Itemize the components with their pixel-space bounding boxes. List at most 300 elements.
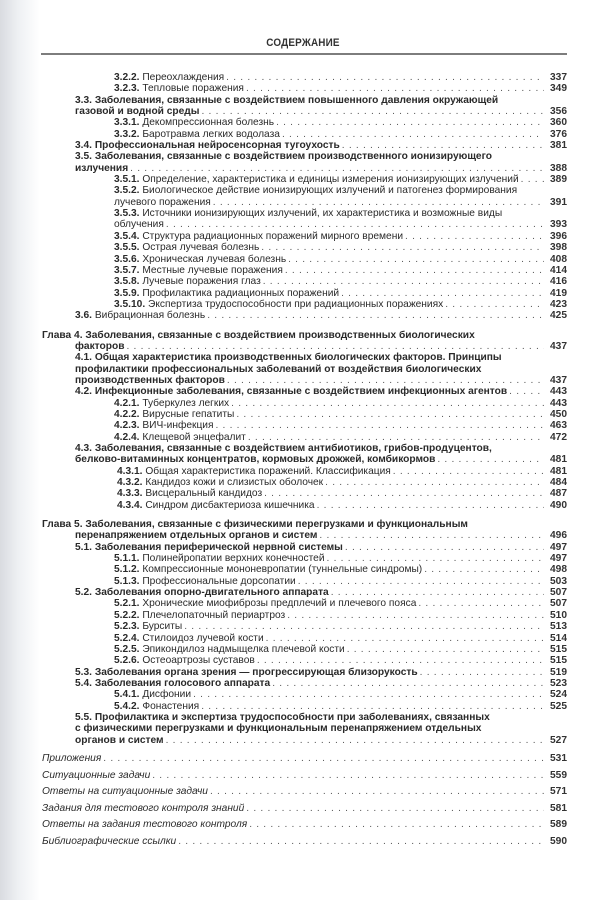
toc-entry[interactable]: [42, 587, 567, 598]
page-number: 510: [550, 609, 567, 621]
toc-entry-text: [75, 151, 492, 162]
toc-line: [75, 667, 567, 678]
toc-entry-text: [114, 231, 403, 242]
toc-entry-text: [114, 655, 255, 666]
dot-leader: [437, 454, 544, 465]
toc-entry-number: 5.1.2.: [114, 564, 143, 576]
toc-entry-title: Фонастения: [142, 700, 200, 712]
toc-entry-title: Определение, характеристика и единицы измерения ионизирующих излучений: [142, 174, 519, 186]
toc-line: [114, 610, 567, 621]
page-number: 589: [550, 819, 567, 831]
toc-entry[interactable]: [42, 678, 567, 689]
toc-entry[interactable]: [42, 129, 567, 140]
page-number: 391: [550, 196, 567, 208]
toc-line: [42, 801, 567, 818]
dot-leader: [342, 140, 544, 151]
toc-line: [114, 409, 567, 420]
toc-line: [114, 242, 567, 253]
toc-entry[interactable]: [42, 310, 567, 321]
toc-entry[interactable]: [42, 208, 567, 231]
dot-leader: [152, 768, 544, 785]
toc-entry-text: [114, 420, 214, 431]
toc-entry-title: Источники ионизирующих излучений, их характеристика и возможные виды: [142, 208, 503, 220]
toc-entry[interactable]: [42, 140, 567, 151]
toc-entry-number: 5.1.: [75, 541, 95, 553]
toc-entry-title: Структура радиационных поражений мирного времени: [142, 230, 404, 242]
toc-entry-text: [114, 242, 259, 253]
toc-entry[interactable]: [42, 352, 567, 386]
page-number: 463: [550, 420, 567, 432]
toc-entry[interactable]: [42, 386, 567, 397]
toc-entry[interactable]: [42, 701, 567, 712]
toc-entry-text: [75, 723, 481, 734]
toc-entry-number: 4.3.1.: [117, 465, 146, 477]
page-number: 389: [550, 174, 567, 186]
page-number: 503: [550, 575, 567, 587]
toc-entry-title: Лучевые поражения глаз: [142, 276, 261, 288]
toc-entry-text: [75, 106, 199, 117]
toc-entry-number: 3.5.6.: [114, 253, 143, 265]
toc-line: [114, 254, 567, 265]
toc-entry-number: Глава 5.: [42, 519, 86, 531]
toc-entry-text: [114, 185, 517, 196]
toc-entry[interactable]: [42, 689, 567, 700]
toc-line: [75, 364, 567, 375]
toc-entry-text: [114, 254, 286, 265]
toc-line: [114, 644, 567, 655]
toc-line: [114, 420, 567, 431]
toc-line: [75, 678, 567, 689]
toc-line: [75, 587, 567, 598]
page-title: СОДЕРЖАНИЕ: [266, 37, 340, 49]
page-number: 381: [550, 140, 567, 152]
toc-entry-number: 5.4.2.: [114, 700, 143, 712]
toc-line: [75, 163, 567, 174]
toc-entry[interactable]: [42, 488, 567, 499]
page-number: 393: [550, 219, 567, 231]
toc-entry-number: 4.3.3.: [117, 488, 146, 500]
toc-line: [114, 701, 567, 712]
toc-entry[interactable]: [42, 712, 567, 746]
toc-entry-title: Заболевания органа зрения — прогрессирующая близорукость: [94, 666, 418, 678]
dot-leader: [327, 553, 544, 564]
toc-back-matter-entry[interactable]: [42, 801, 567, 818]
page-number: 514: [550, 632, 567, 644]
dot-leader: [249, 817, 544, 834]
toc-entry-text: [114, 432, 246, 443]
dot-leader: [166, 735, 544, 746]
toc-entry-number: 3.5.5.: [114, 242, 143, 254]
dot-leader: [347, 644, 544, 655]
dot-leader: [405, 231, 544, 242]
toc-entry-number: 5.4.1.: [114, 689, 143, 701]
toc-line: [75, 95, 567, 106]
toc-line: [42, 530, 567, 541]
toc-entry-title: производственных факторов: [75, 374, 225, 386]
toc-line: [42, 834, 567, 851]
toc-entry-text: [114, 117, 274, 128]
toc-entry-title: Компрессионные мононевропатии (туннельные синдромы): [142, 564, 423, 576]
toc-entry-text: [114, 621, 182, 632]
toc-line: [114, 553, 567, 564]
toc-entry[interactable]: [42, 151, 567, 174]
toc-entry[interactable]: [42, 174, 567, 185]
toc-entry[interactable]: [42, 667, 567, 678]
toc-entry-text: [117, 477, 323, 488]
toc-entry[interactable]: [42, 409, 567, 420]
toc-entry[interactable]: [42, 633, 567, 644]
toc-entry-text: [114, 208, 502, 219]
toc-entry[interactable]: [42, 231, 567, 242]
dot-leader: [257, 655, 544, 666]
page-number: 437: [550, 340, 567, 352]
toc-entry-title: Вирусные гепатиты: [142, 408, 235, 420]
toc-entry[interactable]: [42, 553, 567, 564]
toc-entry-title: Приложения: [42, 752, 102, 764]
toc-entry-number: 3.5.2.: [114, 185, 143, 197]
toc-entry-title: Остеоартрозы суставов: [142, 655, 255, 667]
dot-leader: [288, 254, 544, 265]
toc-entry[interactable]: [42, 254, 567, 265]
toc-entry-number: 5.2.1.: [114, 598, 143, 610]
dot-leader: [216, 420, 545, 431]
toc-entry[interactable]: [42, 443, 567, 466]
page-number: 388: [550, 162, 567, 174]
toc-entry-number: 3.6.: [75, 310, 95, 322]
toc-entry-text: [42, 330, 475, 341]
dot-leader: [213, 197, 544, 208]
toc-entry-text: [75, 443, 492, 454]
page-number: 376: [550, 128, 567, 140]
toc-entry-number: 5.2.: [75, 587, 95, 599]
page-number: 450: [550, 408, 567, 420]
toc-entry[interactable]: [42, 477, 567, 488]
dot-leader: [126, 341, 544, 352]
toc-entry-title: Профессиональные дорсопатии: [142, 575, 296, 587]
toc-entry-number: 5.1.1.: [114, 553, 143, 565]
dot-leader: [248, 432, 544, 443]
page-number: 481: [550, 465, 567, 477]
dot-leader: [285, 265, 544, 276]
toc-entry-text: [114, 398, 229, 409]
toc-entry-text: [75, 364, 481, 375]
toc-entry[interactable]: [42, 288, 567, 299]
toc-entry-text: [75, 678, 270, 689]
toc-line: [114, 633, 567, 644]
toc-entry[interactable]: [42, 542, 567, 553]
dot-leader: [509, 386, 544, 397]
toc-entry[interactable]: [42, 466, 567, 477]
dot-leader: [319, 530, 544, 541]
toc-entry-title: Биологическое действие ионизирующих излучений и патогенез формирования: [142, 185, 518, 197]
page-number: 523: [550, 677, 567, 689]
toc-line: [42, 330, 567, 341]
toc-entry[interactable]: [42, 276, 567, 287]
dot-leader: [184, 621, 544, 632]
toc-entry-title: Баротравма легких водолаза: [142, 128, 280, 140]
toc-entry-title: Библиографические ссылки: [42, 835, 177, 847]
dot-leader: [266, 633, 544, 644]
dot-leader: [261, 242, 544, 253]
toc-entry-number: 5.2.3.: [114, 621, 143, 633]
page-number: 396: [550, 230, 567, 242]
toc-entry-title: Хроническая лучевая болезнь: [142, 253, 287, 265]
page-number: 349: [550, 83, 567, 95]
toc-line: [114, 129, 567, 140]
toc-entry-title: Заболевания опорно-двигательного аппарата: [94, 587, 329, 599]
toc-entry-text: [114, 576, 296, 587]
toc-entry[interactable]: [42, 185, 567, 208]
toc-line: [75, 352, 567, 363]
toc-entry-number: 5.2.5.: [114, 643, 143, 655]
dot-leader: [298, 576, 544, 587]
toc-entry-text: [114, 553, 325, 564]
toc-entry-number: 3.5.: [75, 151, 95, 163]
toc-line: [114, 265, 567, 276]
toc-entry[interactable]: [42, 420, 567, 431]
dot-leader: [210, 784, 544, 801]
toc-entry[interactable]: [42, 72, 567, 83]
toc-entry-title: Хронические миофиброзы предплечий и плечевого пояса: [142, 598, 417, 610]
dot-leader: [420, 667, 544, 678]
toc-entry-text: [114, 72, 224, 83]
toc-entry[interactable]: [42, 398, 567, 409]
toc-entry-title: Ответы на задания тестового контроля: [42, 819, 248, 831]
toc-entry-text: [114, 689, 191, 700]
toc-back-matter-entry[interactable]: [42, 834, 567, 851]
toc-entry-title: органов и систем: [75, 734, 164, 746]
toc-line: [114, 174, 567, 185]
page-number: 360: [550, 117, 567, 129]
page-number: 356: [550, 106, 567, 118]
dot-leader: [263, 276, 544, 287]
dot-leader: [178, 834, 544, 851]
toc-entry-text: [114, 564, 422, 575]
toc-entry-text: [75, 352, 502, 363]
toc-entry-title: Синдром дисбактериоза кишечника: [145, 499, 315, 511]
toc-line: [42, 768, 567, 785]
toc-entry[interactable]: [42, 644, 567, 655]
toc-back-matter-entry[interactable]: [42, 784, 567, 801]
toc-entry-text: [114, 265, 283, 276]
toc-entry-title: Заболевания, связанные с воздействием антибиотиков, грибов-продуцентов,: [94, 443, 492, 454]
toc-entry-title: с физическими перегрузками и функциональным перенапряжением отдельных: [75, 723, 482, 735]
dot-leader: [166, 219, 544, 230]
toc-entry-number: 5.1.3.: [114, 575, 143, 587]
toc-entry-text: [117, 500, 315, 511]
toc-entry-text: [114, 288, 339, 299]
toc-entry-title: Кандидоз кожи и слизистых оболочек: [145, 477, 324, 489]
toc-entry[interactable]: [42, 621, 567, 632]
toc-line: [114, 208, 567, 219]
toc-entry-title: Декомпрессионная болезнь: [142, 117, 275, 129]
page-number: 487: [550, 488, 567, 500]
toc-entry-title: Плечелопаточный периартроз: [142, 609, 286, 621]
page-number: 531: [550, 752, 567, 764]
toc-entry-title: Профилактика и экспертиза трудоспособности при заболеваниях, связанных: [94, 711, 490, 723]
dot-leader: [521, 174, 544, 185]
toc-chapter[interactable]: [42, 330, 567, 353]
page-number: 507: [550, 587, 567, 599]
toc-entry-text: [114, 299, 443, 310]
toc-line: [75, 140, 567, 151]
toc-entry-number: 5.3.: [75, 666, 95, 678]
toc-line: [117, 488, 567, 499]
toc-entry-title: Полинейропатии верхних конечностей: [142, 553, 325, 565]
toc-line: [75, 106, 567, 117]
toc-line: [75, 454, 567, 465]
page-number: 443: [550, 397, 567, 409]
toc-entry-number: 3.2.2.: [114, 72, 143, 83]
toc-entry-number: 4.3.4.: [117, 499, 146, 511]
toc-line: [75, 542, 567, 553]
page-number: 515: [550, 643, 567, 655]
toc-entry-title: Профессиональная нейросенсорная тугоухость: [94, 140, 340, 152]
toc-entry-number: 4.2.3.: [114, 420, 143, 432]
dot-leader: [445, 299, 544, 310]
toc-line: [117, 477, 567, 488]
toc-line: [114, 398, 567, 409]
toc-line: [114, 598, 567, 609]
toc-back-matter-entry[interactable]: [42, 751, 567, 768]
toc-entry-title: факторов: [75, 340, 125, 352]
toc-entry[interactable]: [42, 610, 567, 621]
dot-leader: [130, 163, 544, 174]
page-number: 525: [550, 700, 567, 712]
page-number: 416: [550, 276, 567, 288]
toc-entry[interactable]: [42, 564, 567, 575]
page-number: 437: [550, 374, 567, 386]
toc-entry-title: перенапряжением отдельных органов и систем: [75, 530, 318, 542]
toc-entry-title: белково-витаминных концентратов, кормовых дрожжей, комбикормов: [75, 454, 436, 466]
dot-leader: [236, 409, 544, 420]
toc-entry-text: [42, 519, 468, 530]
toc-line: [75, 712, 567, 723]
page-number: 425: [550, 310, 567, 322]
toc-line: [117, 466, 567, 477]
toc-entry[interactable]: [42, 598, 567, 609]
table-of-contents: [42, 72, 567, 851]
toc-line: [75, 386, 567, 397]
toc-entry-title: Задания для тестового контроля знаний: [42, 802, 245, 814]
dot-leader: [325, 477, 544, 488]
dot-leader: [418, 598, 544, 609]
toc-entry[interactable]: [42, 655, 567, 666]
toc-entry[interactable]: [42, 95, 567, 118]
toc-line: [114, 185, 567, 196]
toc-entry-text: [117, 488, 262, 499]
toc-entry[interactable]: [42, 576, 567, 587]
toc-line: [75, 310, 567, 321]
page-number: 515: [550, 655, 567, 667]
toc-entry[interactable]: [42, 299, 567, 310]
toc-back-matter-entry[interactable]: [42, 768, 567, 785]
toc-entry-title: Вибрационная болезнь: [94, 310, 206, 322]
toc-entry[interactable]: [42, 432, 567, 443]
toc-entry-text: [75, 163, 128, 174]
toc-entry-text: [114, 633, 264, 644]
toc-line: [114, 576, 567, 587]
dot-leader: [393, 466, 544, 477]
toc-line: [42, 817, 567, 834]
toc-entry[interactable]: [42, 242, 567, 253]
toc-entry-number: 5.2.6.: [114, 655, 143, 667]
dot-leader: [282, 129, 544, 140]
toc-line: [114, 288, 567, 299]
page-number: 337: [550, 72, 567, 83]
toc-line: [114, 299, 567, 310]
toc-entry-number: 3.5.3.: [114, 208, 143, 220]
dot-leader: [201, 106, 544, 117]
toc-line: [42, 784, 567, 801]
dot-leader: [193, 689, 544, 700]
toc-entry-text: [75, 95, 498, 106]
toc-entry-text: [114, 644, 345, 655]
toc-entry-number: 4.2.1.: [114, 397, 143, 409]
toc-entry-number: 4.2.4.: [114, 431, 143, 443]
toc-entry-title: Ситуационные задачи: [42, 769, 151, 781]
toc-entry-number: 4.2.2.: [114, 408, 143, 420]
toc-line: [75, 151, 567, 162]
dot-leader: [246, 83, 544, 94]
page-number: 497: [550, 541, 567, 553]
toc-entry-title: Переохлаждения: [142, 72, 225, 83]
toc-entry-title: Эпикондилоз надмыщелка плечевой кости: [142, 643, 345, 655]
dot-leader: [424, 564, 544, 575]
dot-leader: [103, 751, 544, 768]
toc-entry-text: [114, 610, 285, 621]
toc-entry-title: Заболевания, связанные с воздействием производственных биологических: [85, 329, 475, 341]
page-number: 527: [550, 734, 567, 746]
toc-entry-title: лучевого поражения: [114, 196, 211, 208]
toc-entry-title: Заболевания голосового аппарата: [94, 677, 271, 689]
page-number: 519: [550, 666, 567, 678]
toc-entry[interactable]: [42, 117, 567, 128]
page-number: 513: [550, 621, 567, 633]
toc-entry[interactable]: [42, 500, 567, 511]
toc-entry-title: Заболевания, связанные с воздействием производственного ионизирующего: [94, 151, 492, 163]
dot-leader: [207, 310, 544, 321]
dot-leader: [227, 375, 544, 386]
header-rule: [41, 53, 567, 55]
toc-entry-text: [75, 454, 435, 465]
toc-entry-number: Глава 4.: [42, 329, 86, 341]
toc-back-matter-entry[interactable]: [42, 817, 567, 834]
toc-entry-title: ВИЧ-инфекция: [142, 420, 214, 432]
toc-entry[interactable]: [42, 265, 567, 276]
toc-entry-text: [114, 83, 244, 94]
toc-entry-title: Висцеральный кандидоз: [145, 488, 263, 500]
toc-entry-number: 5.2.4.: [114, 632, 143, 644]
toc-entry-text: [75, 140, 340, 151]
dot-leader: [317, 500, 544, 511]
page-number: 484: [550, 477, 567, 489]
toc-entry-title: Клещевой энцефалит: [142, 431, 246, 443]
dot-leader: [246, 801, 544, 818]
dot-leader: [231, 398, 544, 409]
toc-line: [114, 689, 567, 700]
toc-entry[interactable]: [42, 83, 567, 94]
toc-entry-title: облучения: [114, 219, 164, 231]
page-number: 398: [550, 242, 567, 254]
page-number: 571: [550, 786, 567, 798]
toc-entry-number: 5.2.2.: [114, 609, 143, 621]
toc-entry-title: Стилоидоз лучевой кости: [142, 632, 264, 644]
toc-line: [114, 276, 567, 287]
toc-entry-title: Дисфонии: [142, 689, 192, 701]
toc-line: [114, 83, 567, 94]
toc-chapter[interactable]: [42, 519, 567, 542]
